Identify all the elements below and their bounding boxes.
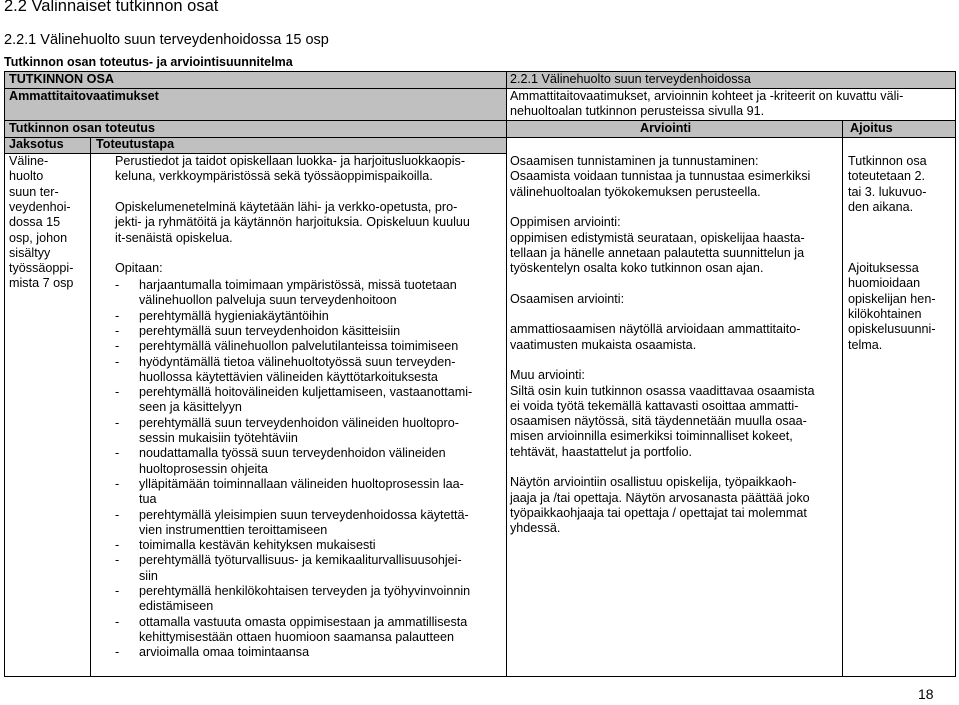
opitaan-item-line: perehtymällä henkilökohtaisen terveyden ja työhyvinvoinnin bbox=[139, 584, 471, 598]
arviointi-line: ei voida työtä tekemällä kattavasti osoittaa ammatti- bbox=[510, 398, 799, 413]
ammattitaitovaatimukset-line-2: nehuoltoalan tutkinnon perusteissa sivulla 91. bbox=[510, 104, 765, 118]
arviointi-line: yhdessä. bbox=[510, 521, 561, 536]
opitaan-item-line: vien instrumenttien teroittamiseen bbox=[139, 522, 328, 537]
arviointi-line: vaatimusten mukaista osaamista. bbox=[510, 337, 697, 352]
opitaan-item-line: perehtymällä suun terveydenhoidon välineiden huoltopro- bbox=[139, 415, 459, 430]
toteutus-header: Tutkinnon osan toteutus bbox=[9, 121, 155, 135]
arviointi-line: työpaikkaohjaaja tai opettaja / opettajat tai molemmat bbox=[510, 505, 807, 520]
opitaan-item-line: perehtymällä yleisimpien suun terveydenhoidossa käytettä- bbox=[139, 507, 469, 522]
opitaan-item-line: huollossa käytettävien välineiden käyttötarkoituksesta bbox=[139, 369, 438, 384]
tutkinnon-osa-value: 2.2.1 Välinehuolto suun terveydenhoidossa bbox=[510, 72, 751, 86]
ammattitaitovaatimukset-line-1: Ammattitaitovaatimukset, arvioinnin kohteet ja -kriteerit on kuvattu väli- bbox=[510, 89, 904, 103]
plan-title: Tutkinnon osan toteutus- ja arviointisuunnitelma bbox=[4, 55, 293, 69]
bullet-dash: - bbox=[115, 278, 120, 292]
arviointi-line: välinehuoltoalan työkokemuksen perusteella. bbox=[510, 184, 761, 199]
opitaan-item-line: perehtymällä työturvallisuus- ja kemikaaliturvallisuusohjei- bbox=[139, 553, 462, 568]
ammattitaitovaatimukset-label: Ammattitaitovaatimukset bbox=[9, 89, 159, 103]
arviointi-line: Osaamista voidaan tunnistaa ja tunnustaa esimerkiksi bbox=[510, 169, 811, 184]
arviointi-line: Muu arviointi: bbox=[510, 368, 585, 383]
opitaan-item-line: perehtymällä hoitovälineiden kuljettamiseen, vastaanottami- bbox=[139, 385, 473, 400]
table-border bbox=[4, 71, 956, 72]
bullet-dash: - bbox=[115, 446, 120, 461]
arviointi-line: jaaja ja /tai opettaja. Näytön arvosanasta päättää joko bbox=[510, 490, 810, 505]
opitaan-item-line: kehittymisestään ottaen huomioon saamansa palautteen bbox=[139, 629, 455, 644]
ajoitus-line: opiskelusuunni- bbox=[848, 322, 936, 337]
opitaan-item-line: tua bbox=[139, 492, 157, 507]
table-border bbox=[506, 71, 507, 677]
opitaan-item-line: siin bbox=[139, 568, 158, 583]
bullet-dash: - bbox=[115, 415, 120, 430]
opitaan-item-line: ottamalla vastuuta omasta oppimisestaan ja ammatillisesta bbox=[139, 614, 468, 629]
table-border bbox=[955, 71, 956, 677]
bullet-dash: - bbox=[115, 538, 120, 553]
bullet-dash: - bbox=[115, 308, 120, 323]
arviointi-line: Osaamisen arviointi: bbox=[510, 291, 625, 306]
ajoitus-line: den aikana. bbox=[848, 199, 914, 214]
jaksotus-header: Jaksotus bbox=[9, 137, 64, 151]
arviointi-line: tehtävät, haastattelut ja portfolio. bbox=[510, 444, 693, 459]
arviointi-line: Siltä osin kuin tutkinnon osassa vaadittavaa osaamista bbox=[510, 383, 815, 398]
bullet-dash: - bbox=[115, 476, 120, 491]
page-number: 18 bbox=[918, 686, 934, 702]
jaksotus-line: Väline- bbox=[9, 154, 49, 168]
bullet-dash: - bbox=[115, 614, 120, 629]
bullet-dash: - bbox=[115, 507, 120, 522]
jaksotus-line: suun ter- bbox=[9, 184, 59, 199]
opitaan-item-line: huoltoprosessin ohjeita bbox=[139, 461, 268, 476]
opitaan-item-line: toimimalla kestävän kehityksen mukaisesti bbox=[139, 538, 376, 553]
jaksotus-line: sisältyy bbox=[9, 245, 51, 260]
section-heading: 2.2 Valinnaiset tutkinnon osat bbox=[4, 0, 219, 15]
ajoitus-header: Ajoitus bbox=[850, 121, 893, 135]
arviointi-line: misen arvioinnilla esimerkiksi toiminnalliset kokeet, bbox=[510, 429, 793, 444]
ajoitus-line: kilökohtainen bbox=[848, 307, 922, 321]
toteutustapa-line: Opitaan: bbox=[115, 261, 163, 276]
opitaan-item-line: välinehuollon palveluja suun terveydenhoitoon bbox=[139, 293, 397, 308]
ajoitus-line: opiskelijan hen- bbox=[848, 291, 936, 306]
opitaan-item-line: perehtymällä suun terveydenhoidon käsitteisiin bbox=[139, 323, 401, 338]
toteutustapa-line: jekti- ja ryhmätöitä ja käytännön harjoituksia. Opiskeluun kuuluu bbox=[115, 215, 470, 230]
bullet-dash: - bbox=[115, 385, 120, 400]
toteutustapa-line: keluna, verkkoympäristössä sekä työssäoppimispaikoilla. bbox=[115, 169, 433, 184]
jaksotus-line: veydenhoi- bbox=[9, 199, 71, 214]
toteutustapa-line: Opiskelumenetelminä käytetään lähi- ja verkko-opetusta, pro- bbox=[115, 199, 458, 214]
opitaan-item-line: perehtymällä hygieniakäytäntöihin bbox=[139, 308, 329, 323]
bullet-dash: - bbox=[115, 339, 120, 354]
table-border bbox=[90, 137, 91, 677]
toteutustapa-line: it-senäistä opiskelua. bbox=[115, 230, 233, 245]
arviointi-line: oppimisen edistymistä seurataan, opiskelijaa haasta- bbox=[510, 230, 805, 245]
opitaan-item-line: seen ja käsittelyyn bbox=[139, 400, 242, 415]
table-border bbox=[4, 676, 956, 677]
arviointi-line: ammattiosaamisen näytöllä arvioidaan ammattitaito- bbox=[510, 322, 801, 337]
opitaan-item-line: hyödyntämällä tietoa välinehuoltotyössä suun terveyden- bbox=[139, 354, 456, 369]
arviointi-line: Osaamisen tunnistaminen ja tunnustaminen: bbox=[510, 154, 759, 168]
bullet-dash: - bbox=[115, 645, 120, 660]
ajoitus-line: Tutkinnon osa bbox=[848, 154, 927, 168]
table-border bbox=[842, 120, 843, 677]
tutkinnon-osa-label: TUTKINNON OSA bbox=[9, 72, 114, 86]
bullet-dash: - bbox=[115, 584, 120, 598]
jaksotus-line: osp, johon bbox=[9, 230, 68, 245]
arviointi-line: osaamisen näytössä, sitä täydennetään muulla osaa- bbox=[510, 414, 807, 429]
opitaan-item-line: sessin mukaisiin työtehtäviin bbox=[139, 431, 298, 445]
ajoitus-line: toteutetaan 2. bbox=[848, 169, 926, 184]
table-border bbox=[4, 71, 5, 677]
arviointi-line: työskentelyn osalta koko tutkinnon osan ajan. bbox=[510, 261, 764, 276]
bullet-dash: - bbox=[115, 553, 120, 568]
ajoitus-line: Ajoituksessa bbox=[848, 261, 919, 276]
opitaan-item-line: arvioimalla omaa toimintaansa bbox=[139, 645, 310, 660]
arviointi-line: Oppimisen arviointi: bbox=[510, 215, 621, 230]
opitaan-item-line: perehtymällä välinehuollon palvelutilanteissa toimimiseen bbox=[139, 339, 459, 354]
bullet-dash: - bbox=[115, 354, 120, 369]
toteutustapa-line: Perustiedot ja taidot opiskellaan luokka- ja harjoitusluokkaopis- bbox=[115, 154, 466, 168]
ajoitus-line: huomioidaan bbox=[848, 276, 921, 291]
ajoitus-line: tai 3. lukuvuo- bbox=[848, 184, 927, 199]
bullet-dash: - bbox=[115, 323, 120, 338]
header-shade-subcolumns bbox=[4, 137, 506, 153]
opitaan-item-line: edistämiseen bbox=[139, 599, 214, 614]
jaksotus-line: dossa 15 bbox=[9, 215, 61, 230]
opitaan-item-line: ylläpitämään toiminnallaan välineiden huoltoprosessin laa- bbox=[139, 476, 464, 491]
arviointi-line: Näytön arviointiin osallistuu opiskelija, työpaikkaoh- bbox=[510, 475, 797, 490]
subsection-heading: 2.2.1 Välinehuolto suun terveydenhoidossa 15 osp bbox=[4, 32, 329, 48]
arviointi-line: tellaan ja hänelle annetaan palautetta suunnittelun ja bbox=[510, 245, 805, 260]
toteutustapa-header: Toteutustapa bbox=[96, 137, 175, 151]
opitaan-item-line: noudattamalla työssä suun terveydenhoidon välineiden bbox=[139, 446, 446, 461]
header-shade-tutkinnon-osa bbox=[4, 71, 956, 88]
jaksotus-line: huolto bbox=[9, 169, 44, 184]
opitaan-item-line: harjaantumalla toimimaan ympäristössä, missä tuotetaan bbox=[139, 278, 457, 292]
jaksotus-line: työssäoppi- bbox=[9, 261, 74, 276]
ajoitus-line: telma. bbox=[848, 337, 883, 352]
arviointi-header: Arviointi bbox=[640, 121, 692, 135]
jaksotus-line: mista 7 osp bbox=[9, 276, 74, 291]
